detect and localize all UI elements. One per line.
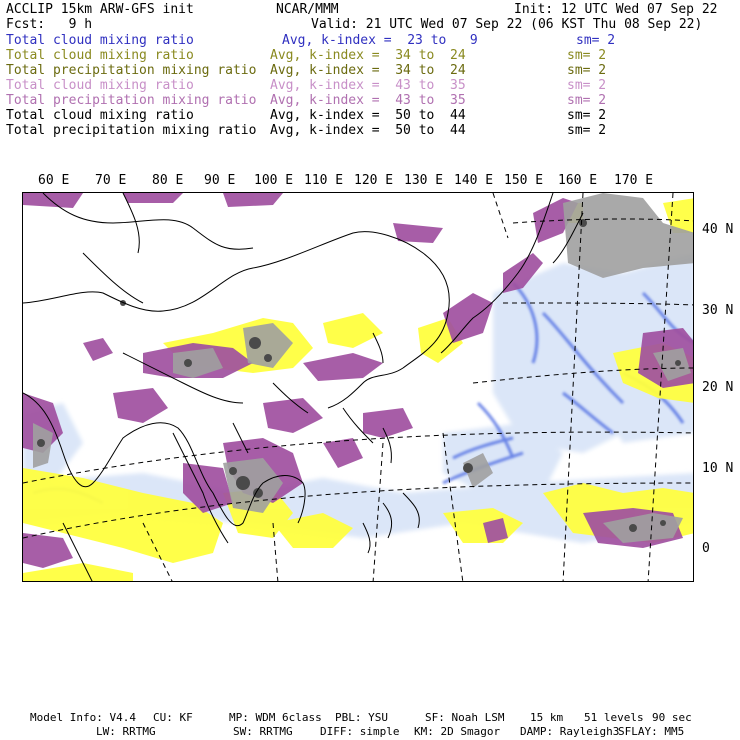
legend-row: [6, 93, 736, 108]
footer-item: SF: Noah LSM: [425, 711, 505, 724]
latitude-label: 40 N: [702, 222, 734, 237]
legend-row: [6, 108, 736, 123]
longitude-label: 90 E: [204, 173, 236, 188]
legend-range: Avg, k-index = 23 to 9: [282, 33, 478, 48]
init-time: Init: 12 UTC Wed 07 Sep 22: [514, 2, 718, 17]
footer-item: 90 sec: [652, 711, 692, 724]
latitude-label: 30 N: [702, 303, 734, 318]
legend-smoothing: sm= 2: [567, 108, 607, 123]
legend-field: Total precipitation mixing ratio: [6, 123, 257, 138]
legend-range: Avg, k-index = 43 to 35: [270, 78, 466, 93]
model-title: ACCLIP 15km ARW-GFS init: [6, 2, 194, 17]
longitude-label: 60 E: [38, 173, 70, 188]
footer-item: DAMP: Rayleigh3: [520, 725, 620, 738]
map-panel: [22, 192, 694, 582]
legend-field: Total precipitation mixing ratio: [6, 93, 257, 108]
legend-range: Avg, k-index = 50 to 44: [270, 123, 466, 138]
center-name: NCAR/MMM: [276, 2, 339, 17]
forecast-hour: Fcst: 9 h: [6, 17, 93, 32]
longitude-label: 150 E: [504, 173, 544, 188]
legend-smoothing: sm= 2: [576, 33, 616, 48]
legend-row: [6, 63, 736, 78]
longitude-label: 140 E: [454, 173, 494, 188]
footer-item: 51 levels: [584, 711, 644, 724]
legend-range: Avg, k-index = 43 to 35: [270, 93, 466, 108]
longitude-label: 160 E: [558, 173, 598, 188]
legend-smoothing: sm= 2: [567, 78, 607, 93]
legend-row: [6, 123, 736, 138]
latitude-label: 10 N: [702, 461, 734, 476]
latitude-label: 0: [702, 541, 710, 556]
longitude-label: 80 E: [152, 173, 184, 188]
footer-item: KM: 2D Smagor: [414, 725, 501, 738]
legend-smoothing: sm= 2: [567, 93, 607, 108]
legend-row: [6, 33, 736, 48]
legend-smoothing: sm= 2: [567, 48, 607, 63]
footer-item: 15 km: [530, 711, 564, 724]
longitude-label: 70 E: [95, 173, 127, 188]
footer-item: Model Info: V4.4: [30, 711, 136, 724]
legend-row: [6, 48, 736, 63]
footer-item: SW: RRTMG: [233, 725, 293, 738]
latitude-label: 20 N: [702, 380, 734, 395]
longitude-label: 110 E: [304, 173, 344, 188]
legend-field: Total cloud mixing ratio: [6, 33, 194, 48]
legend-field: Total precipitation mixing ratio: [6, 63, 257, 78]
longitude-label: 130 E: [404, 173, 444, 188]
footer-item: SFLAY: MM5: [618, 725, 685, 738]
valid-time: Valid: 21 UTC Wed 07 Sep 22 (06 KST Thu 08 Sep 22): [311, 17, 703, 32]
longitude-label: 120 E: [354, 173, 394, 188]
longitude-label: 100 E: [254, 173, 294, 188]
map-svg: [23, 193, 694, 582]
longitude-label: 170 E: [614, 173, 654, 188]
legend-smoothing: sm= 2: [567, 123, 607, 138]
legend-field: Total cloud mixing ratio: [6, 48, 194, 63]
legend-range: Avg, k-index = 50 to 44: [270, 108, 466, 123]
legend-range: Avg, k-index = 34 to 24: [270, 48, 466, 63]
footer-item: MP: WDM 6class: [229, 711, 322, 724]
footer-item: LW: RRTMG: [96, 725, 156, 738]
legend-field: Total cloud mixing ratio: [6, 108, 194, 123]
footer-item: CU: KF: [153, 711, 193, 724]
footer-item: PBL: YSU: [335, 711, 388, 724]
legend-row: [6, 78, 736, 93]
footer-item: DIFF: simple: [320, 725, 400, 738]
legend-field: Total cloud mixing ratio: [6, 78, 194, 93]
legend-range: Avg, k-index = 34 to 24: [270, 63, 466, 78]
legend-smoothing: sm= 2: [567, 63, 607, 78]
